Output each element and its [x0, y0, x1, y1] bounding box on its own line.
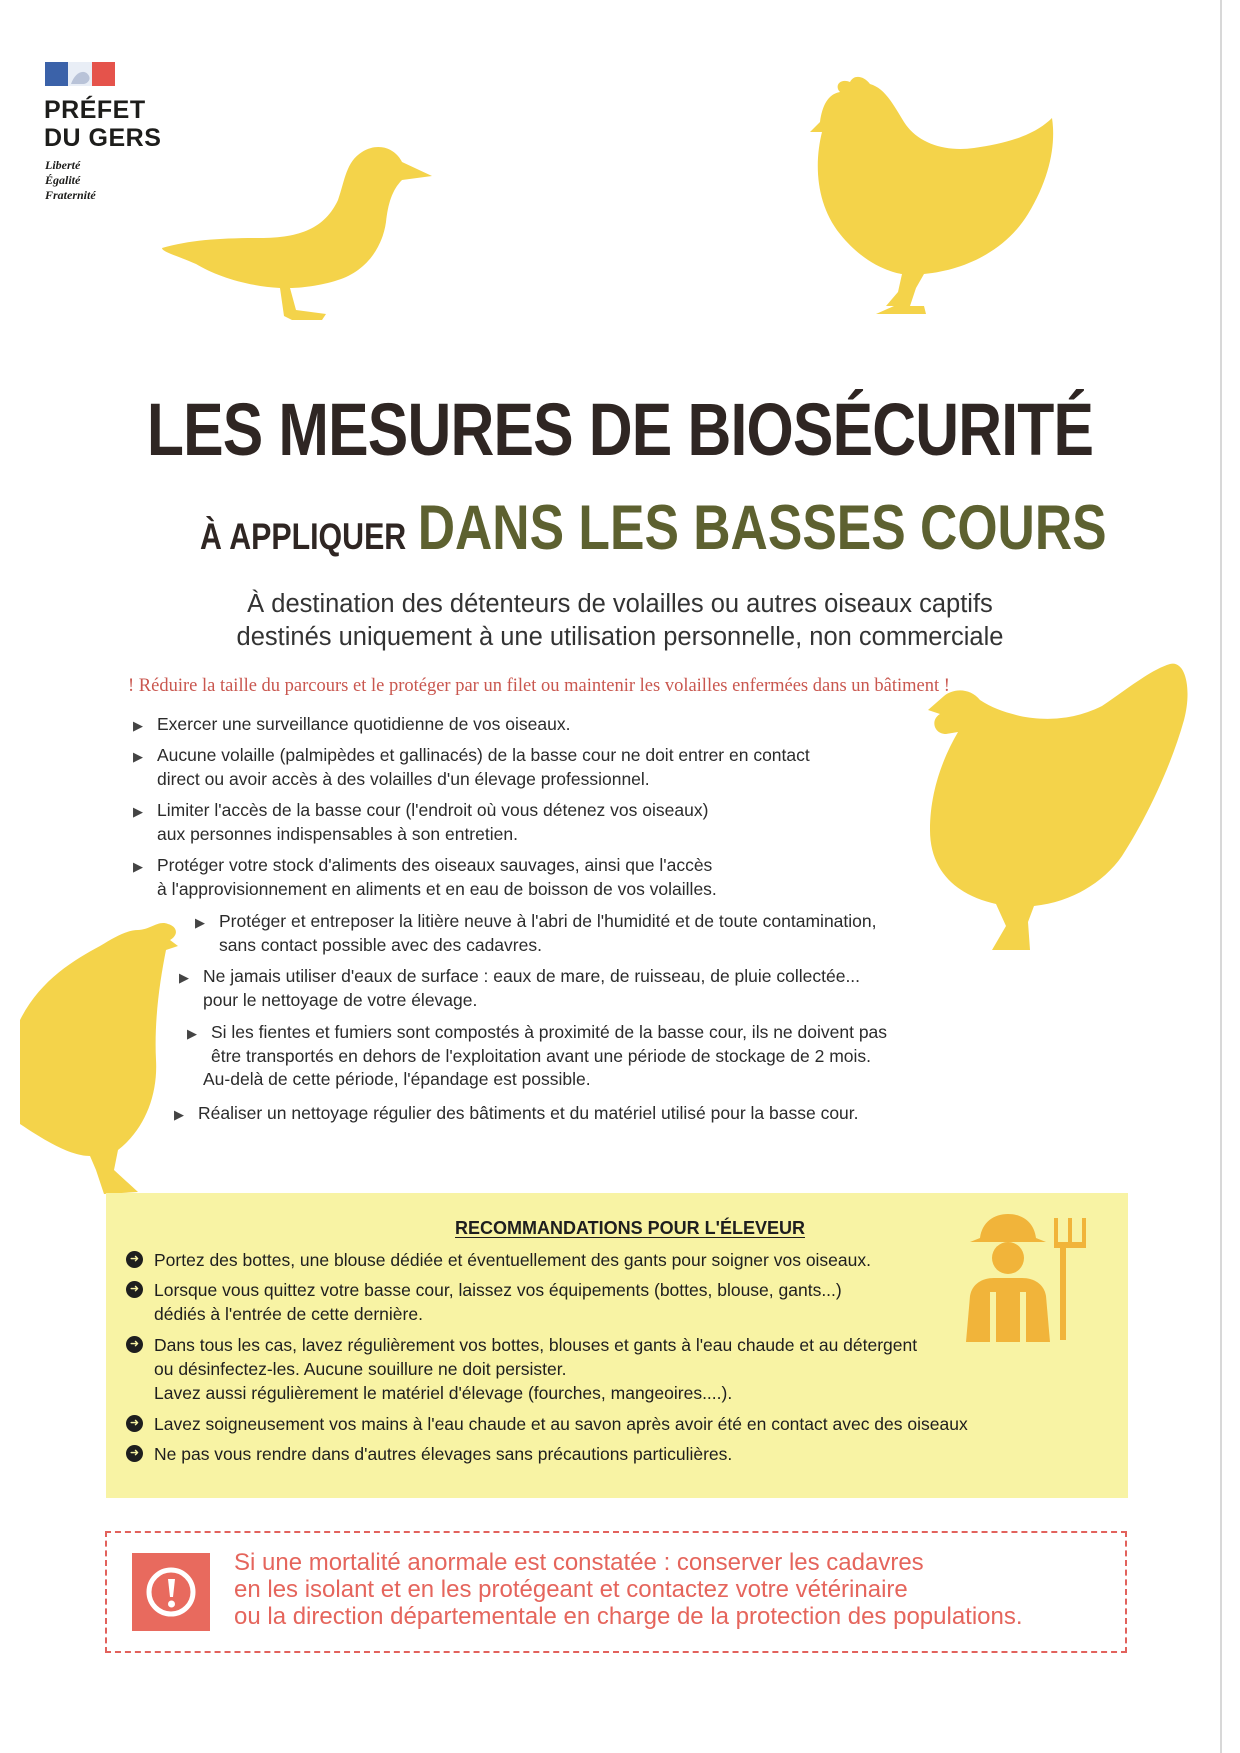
list-item: ➜ Lorsque vous quittez votre basse cour, laissez vos équipements (bottes, blouse, gants...) dédiés à l'entrée de cette dernière. — [154, 1278, 842, 1326]
title-highlight: DANS LES BASSES COURS — [417, 493, 1107, 563]
scan-edge-divider — [1220, 0, 1222, 1753]
list-item: ➜ Lavez soigneusement vos mains à l'eau chaude et au savon après avoir été en contact avec des oiseaux — [154, 1412, 968, 1436]
farmer-icon — [960, 1212, 1110, 1342]
list-item: ➜ Dans tous les cas, lavez régulièrement vos bottes, blouses et gants à l'eau chaude et au détergent ou désinfectez-les. Aucune souillure ne doit persister. Lavez aussi régulièrement le matériel d'élevage (fourches, mangeoires....). — [154, 1333, 917, 1405]
mortality-alert-text: Si une mortalité anormale est constatée : conserver les cadavres en les isolant et en les protégeant et contactez votre vétérinaire ou la direction départementale en charge de la protection des populations. — [234, 1549, 1023, 1630]
triangle-bullet-icon: ▶ — [133, 749, 143, 764]
triangle-bullet-icon: ▶ — [133, 859, 143, 874]
alert-icon-container — [132, 1553, 210, 1631]
warning-banner: ! Réduire la taille du parcours et le protéger par un filet ou maintenir les volailles enfermées dans un bâtiment ! — [128, 676, 950, 696]
list-item: ➜ Ne pas vous rendre dans d'autres élevages sans précautions particulières. — [154, 1442, 732, 1466]
duck-illustration — [150, 140, 450, 330]
arrow-bullet-icon: ➜ — [126, 1251, 143, 1268]
list-item: ▶ Exercer une surveillance quotidienne de vos oiseaux. — [157, 713, 570, 737]
list-item: ▶ Protéger votre stock d'aliments des oiseaux sauvages, ainsi que l'accès à l'approvisionnement en aliments et en eau de boisson de vos volailles. — [133, 855, 717, 899]
marianne-logo — [45, 62, 115, 86]
arrow-bullet-icon: ➜ — [126, 1445, 143, 1462]
main-title: LES MESURES DE BIOSÉCURITÉ — [146, 388, 1094, 471]
list-item: ▶ Aucune volaille (palmipèdes et gallinacés) de la basse cour ne doit entrer en contact direct ou avoir accès à des volailles d'un élevage professionnel. — [133, 745, 810, 789]
list-item: ▶ Limiter l'accès de la basse cour (l'endroit où vous détenez vos oiseaux) aux personnes indispensables à son entretien. — [133, 800, 709, 844]
guineafowl-illustration — [20, 900, 200, 1220]
list-item: ▶ Ne jamais utiliser d'eaux de surface : eaux de mare, de ruisseau, de pluie collectée... pour le nettoyage de votre élevage. — [179, 966, 861, 1010]
list-item: ▶ Réaliser un nettoyage régulier des bâtiments et du matériel utilisé pour la basse cour. — [198, 1102, 859, 1126]
secondary-title — [200, 492, 1107, 564]
audience-subtitle: À destination des détenteurs de volailles ou autres oiseaux captifs destinés uniquement à une utilisation personnelle, non commerciale — [236, 590, 1004, 651]
exclamation-icon — [132, 1553, 210, 1631]
hen-illustration — [806, 74, 1062, 344]
title-prefix: À APPLIQUER — [200, 516, 407, 557]
triangle-bullet-icon: ▶ — [187, 1026, 197, 1041]
arrow-bullet-icon: ➜ — [126, 1336, 143, 1353]
turkey-illustration — [900, 660, 1200, 960]
prefet-title: PRÉFET DU GERS — [44, 96, 162, 152]
triangle-bullet-icon: ▶ — [195, 915, 205, 930]
republic-motto: Liberté Égalité Fraternité — [45, 158, 96, 202]
arrow-bullet-icon: ➜ — [126, 1281, 143, 1298]
triangle-bullet-icon: ▶ — [133, 718, 143, 733]
list-item: ➜ Portez des bottes, une blouse dédiée et éventuellement des gants pour soigner vos oiseaux. — [154, 1248, 871, 1272]
triangle-bullet-icon: ▶ — [133, 804, 143, 819]
list-item: ▶ Si les fientes et fumiers sont compostés à proximité de la basse cour, ils ne doivent pas être transportés en dehors de l'exploitation avant une période de stockage de 2 mois. Au-delà de cette période, l'épandage est possible. — [187, 1022, 888, 1089]
recommendations-title: RECOMMANDATIONS POUR L'ÉLEVEUR — [455, 1218, 805, 1238]
list-item: ▶ Protéger et entreposer la litière neuve à l'abri de l'humidité et de toute contamination, sans contact possible avec des cadavres. — [195, 911, 877, 955]
arrow-bullet-icon: ➜ — [126, 1415, 143, 1432]
triangle-bullet-icon: ▶ — [174, 1107, 184, 1122]
triangle-bullet-icon: ▶ — [179, 970, 189, 985]
